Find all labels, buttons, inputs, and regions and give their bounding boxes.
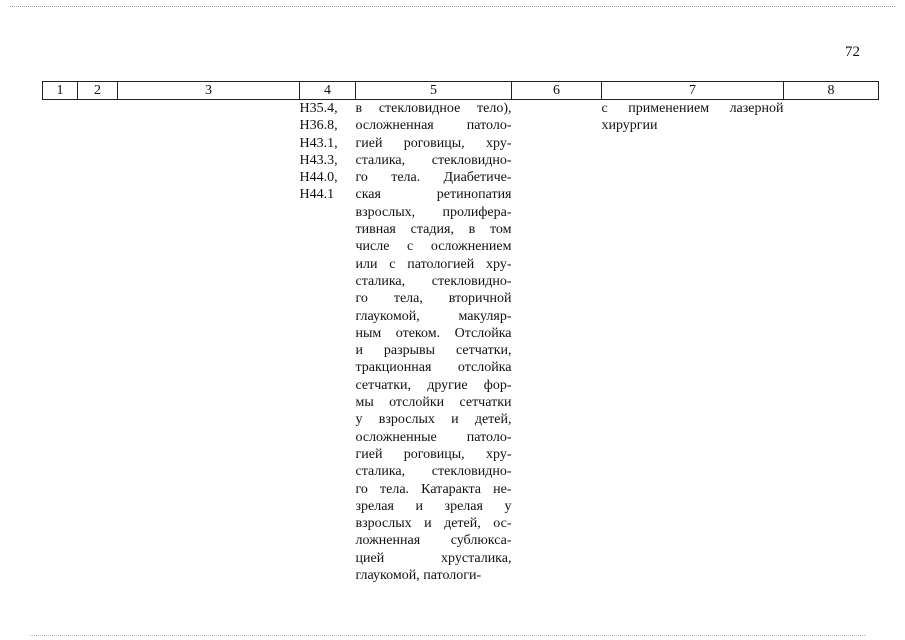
column-number-4: 4 [300,82,356,100]
cell-col-8 [784,100,879,585]
medical-care-table [42,81,879,584]
description-line: глаукомой, патологи- [355,568,482,584]
description-line: сталика, стекловидно- [355,152,512,168]
description-line: го тела. Диабетиче- [355,170,512,186]
description-line: и разрывы сетчатки, [355,343,512,359]
page-number: 72 [845,44,860,60]
description-line: ным отеком. Отслойка [355,325,512,341]
description-line: или с патологией хру- [355,256,512,272]
description-line: ложненная сублюкса- [355,533,512,549]
cell-col-1 [43,100,78,585]
cell-col-2 [78,100,118,585]
description-line: глаукомой, макуляр- [355,308,512,324]
diagnosis-code: H36.8, [299,118,338,134]
diagnosis-code: H35.4, [299,101,338,116]
column-number-1: 1 [43,82,78,100]
treatment-method-cell [602,100,784,585]
description-line: сталика, стекловидно- [355,273,512,289]
description-line: сетчатки, другие фор- [355,377,512,393]
diagnosis-code: H44.1 [299,187,335,203]
disease-description-cell [356,100,512,585]
diagnosis-codes-cell [300,100,356,585]
description-line: мы отслойки сетчатки [355,395,512,411]
table-row [43,100,879,585]
diagnosis-code: H43.1, [299,135,338,151]
description-line: взрослых и детей, ос- [355,516,512,532]
description-line: взрослых, пролифера- [355,204,512,220]
diagnosis-code: H44.0, [299,170,338,186]
description-line: числе с осложнением [355,239,512,255]
description-line: гией роговицы, хру- [355,135,512,151]
description-line: го тела. Катаракта не- [355,481,512,497]
column-number-5: 5 [356,82,512,100]
cell-col-3 [118,100,300,585]
description-line: ская ретинопатия [355,187,512,203]
description-line: у взрослых и детей, [355,412,512,428]
description-line: тивная стадия, в том [355,222,512,238]
scan-artifact-top [10,6,895,8]
description-line: сталика, стекловидно- [355,464,512,480]
column-number-3: 3 [118,82,300,100]
description-line: в стекловидное тело), [355,101,512,116]
diagnosis-code: H43.3, [299,152,338,168]
scan-artifact-bottom [30,635,865,637]
column-number-2: 2 [78,82,118,100]
description-line: осложненные патоло- [355,429,512,445]
column-number-8: 8 [784,82,879,100]
method-line: с применением лазерной [601,101,784,116]
column-number-row [43,82,879,100]
column-number-6: 6 [512,82,602,100]
description-line: го тела, вторичной [355,291,512,307]
method-line: хирургии [601,118,658,134]
description-line: тракционная отслойка [355,360,512,376]
description-line: зрелая и зрелая у [355,498,512,514]
description-line: осложненная патоло- [355,118,512,134]
cell-col-6 [512,100,602,585]
column-number-7: 7 [602,82,784,100]
description-line: гией роговицы, хру- [355,446,512,462]
description-line: цией хрусталика, [355,550,512,566]
